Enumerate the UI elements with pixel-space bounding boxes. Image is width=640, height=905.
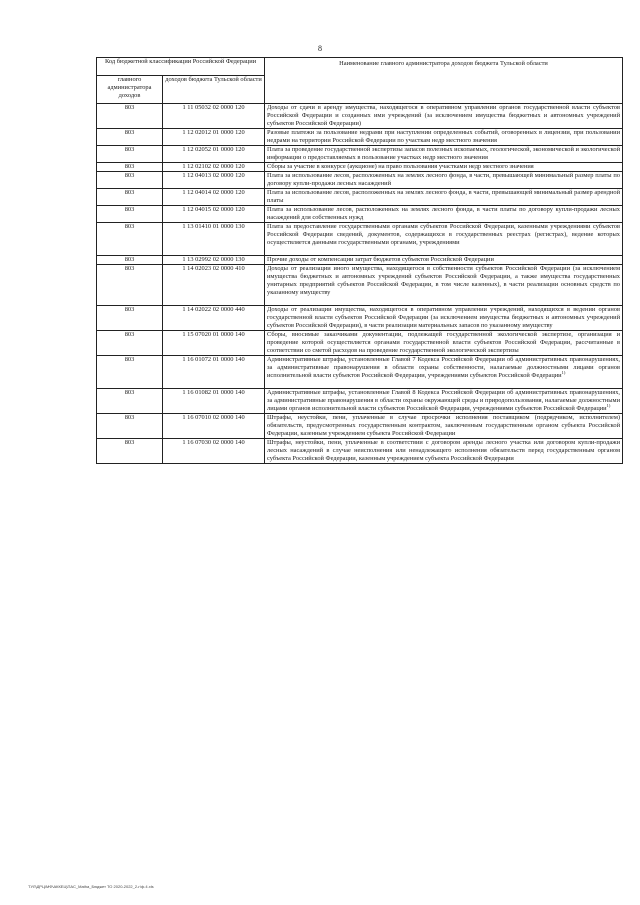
table-row bbox=[97, 265, 623, 306]
table-row bbox=[97, 206, 623, 223]
admin-code-cell: 803 bbox=[97, 414, 163, 439]
income-name-text: Доходы от сдачи в аренду имущества, находящегося в оперативном управлении органов государственной власти субъектов Российской Федерации и созданных ими учреждений (за исключением имущества бюджетных и автономных учреждений субъектов Российской Федерации) bbox=[267, 104, 620, 127]
income-code-cell: 1 13 02992 02 0000 130 bbox=[163, 256, 265, 265]
table-row bbox=[97, 163, 623, 172]
admin-code-cell: 803 bbox=[97, 104, 163, 129]
income-code-cell: 1 13 01410 01 0000 130 bbox=[163, 223, 265, 256]
table-body bbox=[97, 104, 623, 464]
admin-code-cell: 803 bbox=[97, 389, 163, 414]
income-code-cell: 1 12 02012 01 0000 120 bbox=[163, 129, 265, 146]
header-main-admin: главного администратора доходов bbox=[97, 76, 163, 104]
income-name-text: Штрафы, неустойки, пени, уплаченные в случае просрочки исполнения поставщиком (подрядчиком, исполнителем) обязательств, предусмотренных государственным контрактом, заключенным государственным органом субъекта Российской Федерации, казенным учреждением субъекта Российской Федерации bbox=[267, 414, 620, 437]
income-code-cell: 1 16 01072 01 0000 140 bbox=[163, 356, 265, 389]
income-name-cell bbox=[265, 306, 623, 331]
income-name-cell bbox=[265, 223, 623, 256]
table-row bbox=[97, 306, 623, 331]
income-name-cell bbox=[265, 356, 623, 389]
table-row bbox=[97, 129, 623, 146]
table-row bbox=[97, 223, 623, 256]
income-name-text: Плата за предоставление государственными органами субъектов Российской Федерации, казенными учреждениями субъектов Российской Федерации сведений, документов, содержащихся в государственных реестрах (регистрах), ведение которых осуществляется данными государственными органами, учреждениями bbox=[267, 223, 620, 246]
income-name-cell bbox=[265, 265, 623, 306]
income-name-cell bbox=[265, 414, 623, 439]
admin-code-cell: 803 bbox=[97, 129, 163, 146]
admin-code-cell: 803 bbox=[97, 172, 163, 189]
income-code-cell: 1 14 02022 02 0000 440 bbox=[163, 306, 265, 331]
income-code-cell: 1 12 04015 02 0000 120 bbox=[163, 206, 265, 223]
table-row bbox=[97, 146, 623, 163]
admin-code-cell: 803 bbox=[97, 256, 163, 265]
income-name-text: Административные штрафы, установленные Главой 7 Кодекса Российской Федерации об административных правонарушениях, за административные правонарушения в области охраны собственности, налагаемые должностными лицами органов исполнительной власти субъектов Российской Федерации, учреждениями субъектов Российской Федерации bbox=[267, 356, 620, 379]
income-code-cell: 1 12 04013 02 0000 120 bbox=[163, 172, 265, 189]
admin-code-cell: 803 bbox=[97, 356, 163, 389]
page-number: 8 bbox=[318, 44, 322, 53]
income-name-cell bbox=[265, 389, 623, 414]
income-code-cell: 1 11 05032 02 0000 120 bbox=[163, 104, 265, 129]
income-code-cell: 1 12 02052 01 0000 120 bbox=[163, 146, 265, 163]
admin-code-cell: 803 bbox=[97, 206, 163, 223]
footnote-marker: 1) bbox=[606, 402, 611, 408]
income-name-cell bbox=[265, 256, 623, 265]
income-name-text: Плата за использование лесов, расположенных на землях лесного фонда, в части, превышающей минимальный размер арендной платы bbox=[267, 189, 620, 204]
table-row bbox=[97, 172, 623, 189]
income-name-cell bbox=[265, 439, 623, 464]
table-header bbox=[97, 58, 623, 104]
income-code-cell: 1 15 07020 01 0000 140 bbox=[163, 331, 265, 356]
table-row bbox=[97, 189, 623, 206]
footnote-marker: 1) bbox=[561, 369, 566, 375]
income-name-cell bbox=[265, 146, 623, 163]
table-row bbox=[97, 414, 623, 439]
table-row bbox=[97, 104, 623, 129]
budget-codes-table bbox=[96, 57, 623, 464]
header-admin-name: Наименование главного администратора доходов бюджета Тульской области bbox=[265, 58, 623, 104]
income-code-cell: 1 14 02023 02 0000 410 bbox=[163, 265, 265, 306]
table-row bbox=[97, 439, 623, 464]
income-name-text: Разовые платежи за пользование недрами при наступлении определенных событий, оговоренных в лицензии, при пользовании недрами на территории Российской Федерации по участкам недр местного значения bbox=[267, 129, 620, 144]
income-name-text: Доходы от реализации имущества, находящегося в оперативном управлении учреждений, находящихся в ведении органов государственной власти субъектов Российской Федерации (за исключением имущества бюджетных и автономных учреждений субъектов Российской Федерации), в части реализации материальных запасов по указанному имуществу bbox=[267, 306, 620, 329]
income-name-text: Плата за использование лесов, расположенных на землях лесного фонда, в части, превышающей минимальный размер платы по договору купли-продажи лесных насаждений bbox=[267, 172, 620, 187]
table-row bbox=[97, 331, 623, 356]
income-name-text: Прочие доходы от компенсации затрат бюджетов субъектов Российской Федерации bbox=[267, 256, 494, 263]
income-name-cell bbox=[265, 206, 623, 223]
income-code-cell: 1 16 07030 02 0000 140 bbox=[163, 439, 265, 464]
income-name-text: Доходы от реализации иного имущества, находящегося в собственности субъектов Российской Федерации (за исключением имущества бюджетных и автономных учреждений субъектов Российской Федерации, а также имущества государственных унитарных предприятий субъектов Российской Федерации, в том числе казенных), в части реализации основных средств по указанному имуществу bbox=[267, 265, 620, 296]
income-name-cell bbox=[265, 129, 623, 146]
income-name-cell bbox=[265, 189, 623, 206]
income-code-cell: 1 12 02102 02 0000 120 bbox=[163, 163, 265, 172]
header-classification-code: Код бюджетной классификации Российской Федерации bbox=[97, 58, 265, 76]
admin-code-cell: 803 bbox=[97, 163, 163, 172]
income-name-cell bbox=[265, 172, 623, 189]
table-row bbox=[97, 389, 623, 414]
income-name-text: Штрафы, неустойки, пени, уплаченные в соответствии с договором аренды лесного участка или договором купли-продажи лесных насаждений в случае неисполнения или ненадлежащего исполнения обязательств перед государственным органом субъекта Российской Федерации, казенным учреждением субъекта Российской Федерации bbox=[267, 439, 620, 462]
admin-code-cell: 803 bbox=[97, 265, 163, 306]
income-name-cell bbox=[265, 104, 623, 129]
table-row bbox=[97, 356, 623, 389]
header-budget-income: доходов бюджета Тульской области bbox=[163, 76, 265, 104]
income-name-text: Плата за проведение государственной экспертизы запасов полезных ископаемых, геологической, экономической и экологической информации о предоставляемых в пользование участках недр местного значения bbox=[267, 146, 621, 161]
admin-code-cell: 803 bbox=[97, 146, 163, 163]
income-code-cell: 1 12 04014 02 0000 120 bbox=[163, 189, 265, 206]
income-name-text: Плата за использование лесов, расположенных на землях лесного фонда, в части платы по договору купли-продажи лесных насаждений для собственных нужд bbox=[267, 206, 620, 221]
income-name-cell bbox=[265, 331, 623, 356]
footer-file-path: ТУЛ\ДРЦ\МФ\АККЕЦ\ПАС_Matha_Бюджет ТО 2020-2022_2-г\ф.4.xls bbox=[28, 884, 154, 889]
income-name-text: Сборы, вносимые заказчиками документации, подлежащей государственной экологической экспертизе, организация и проведение которой осуществляется органами государственной власти субъектов Российской Федерации, рассчитанные в соответствии со сметой расходов на проведение государственной экологической экспертизы bbox=[267, 331, 620, 354]
income-name-text: Сборы за участие в конкурсе (аукционе) на право пользования участками недр местного значения bbox=[267, 163, 534, 170]
income-name-text: Административные штрафы, установленные Главой 8 Кодекса Российской Федерации об административных правонарушениях, за административные правонарушения в области охраны окружающей среды и природопользования, налагаемые должностными лицами органов исполнительной власти субъектов Российской Федерации, учреждениями субъектов Российской Федерации bbox=[267, 389, 620, 412]
admin-code-cell: 803 bbox=[97, 223, 163, 256]
admin-code-cell: 803 bbox=[97, 189, 163, 206]
income-code-cell: 1 16 01082 01 0000 140 bbox=[163, 389, 265, 414]
admin-code-cell: 803 bbox=[97, 331, 163, 356]
income-name-cell bbox=[265, 163, 623, 172]
income-code-cell: 1 16 07010 02 0000 140 bbox=[163, 414, 265, 439]
table-row bbox=[97, 256, 623, 265]
admin-code-cell: 803 bbox=[97, 306, 163, 331]
admin-code-cell: 803 bbox=[97, 439, 163, 464]
